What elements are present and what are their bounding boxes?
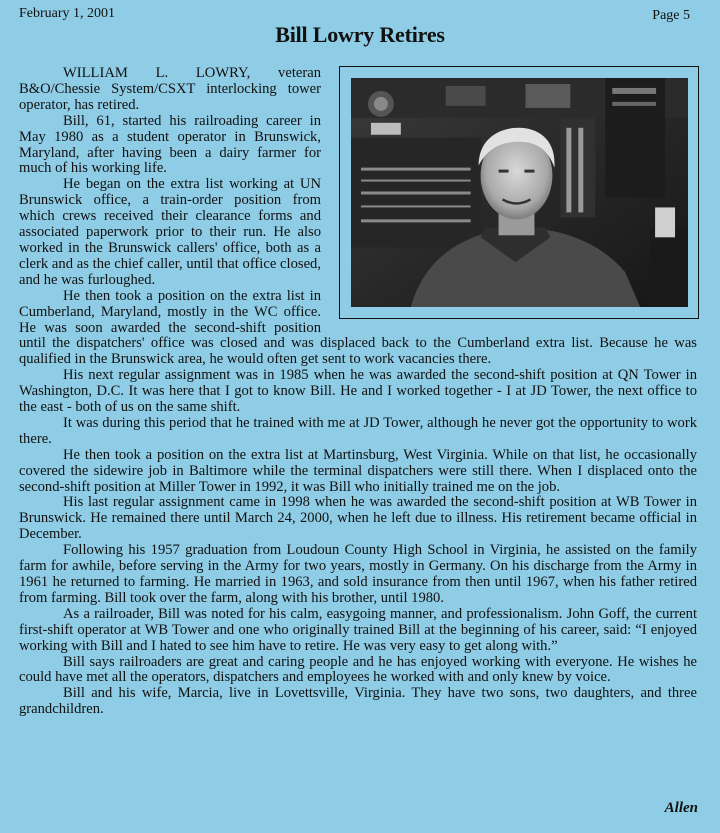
article-paragraph: Bill says railroaders are great and caring people and he has enjoyed working with everyone. He wishes he could have met all the operators, dispatchers and employees he worked with and only knew by voice. — [19, 653, 697, 686]
article-paragraph: Following his 1957 graduation from Loudoun County High School in Virginia, he assisted on the family farm for awhile, before serving in the Army for two years, mostly in Germany. On his discharge from the Army in 1961 he returned to farming. He married in 1963, and sold insurance from then until 1967, when his father retired from farming. Bill took over the farm, along with his brother, until 1980. — [19, 542, 697, 606]
author-signature: Allen — [664, 800, 698, 816]
page-date: February 1, 2001 — [19, 6, 116, 21]
article-paragraph: WILLIAM L. LOWRY, veteran B&O/Chessie System/CSXT interlocking tower operator, has retired. — [19, 65, 321, 113]
article-paragraph: As a railroader, Bill was noted for his calm, easygoing manner, and professionalism. John Goff, the current first-shift operator at WB Tower and one who originally trained Bill at the beginning of his career, said: “I enjoyed working with Bill and I hated to see him have to retire. He was very easy to get along with.” — [19, 605, 697, 654]
article-paragraph: He began on the extra list working at UN Brunswick office, a train-order position from which crews received their clearance forms and associated paperwork prior to their run. He also worked in the Brunswick callers' office, both as a clerk and as the chief caller, until that office closed, and he was furloughed. — [19, 176, 321, 288]
article-paragraph: Bill and his wife, Marcia, live in Lovettsville, Virginia. They have two sons, two daughters, and three grandchildren. — [19, 685, 697, 718]
article-title: Bill Lowry Retires — [275, 22, 445, 47]
portrait-photo-image — [351, 78, 688, 307]
article-paragraph: His last regular assignment came in 1998 when he was awarded the second-shift position at WB Tower in Brunswick. He remained there until March 24, 2000, when he left due to illness. His retirement became official in December. — [19, 494, 697, 543]
article-body — [19, 66, 697, 718]
portrait-photo — [339, 66, 699, 319]
article-paragraph: He then took a position on the extra list at Martinsburg, West Virginia. While on that list, he occasionally covered the sidewire job in Baltimore while the terminal dispatchers were still there. When I displaced onto the second-shift position at Miller Tower in 1992, it was Bill who initially trained me on the job. — [19, 446, 697, 495]
article-paragraph: Bill, 61, started his railroading career in May 1980 as a student operator in Brunswick, Maryland, after having been a dairy farmer for much of his working life. — [19, 112, 321, 177]
page-number: Page 5 — [652, 8, 690, 23]
article-paragraph: His next regular assignment was in 1985 when he was awarded the second-shift position at QN Tower in Washington, D.C. It was here that I got to know Bill. He and I worked together - I at JD Tower, the next office to the east - both of us on the same shift. — [19, 367, 697, 416]
article-paragraph: He then took a position on the extra list in Cumberland, Maryland, mostly in the WC office. He was soon awarded the second-shift position until the dispatchers' office was closed and was displaced back to the Cumberland extra list. Because he was qualified in the Brunswick area, he would often get sent to work vacancies there. — [19, 287, 697, 368]
article-paragraph: It was during this period that he trained with me at JD Tower, although he never got the opportunity to work there. — [19, 414, 697, 447]
